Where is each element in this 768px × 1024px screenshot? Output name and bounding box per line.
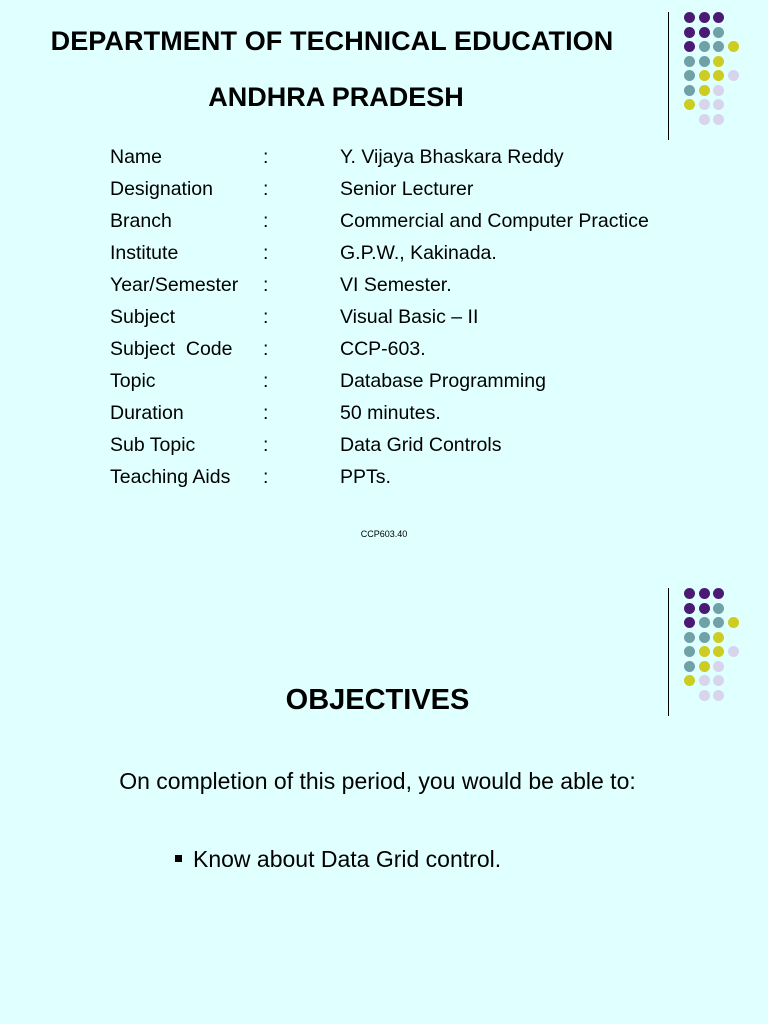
ornament-dot: [684, 632, 695, 643]
square-bullet-icon: [175, 855, 182, 862]
info-separator: :: [263, 306, 269, 328]
info-value: Commercial and Computer Practice: [340, 210, 649, 232]
ornament-dot: [699, 56, 710, 67]
info-value: VI Semester.: [340, 274, 452, 296]
ornament-dot: [699, 588, 710, 599]
info-value: Data Grid Controls: [340, 434, 502, 456]
info-label: Subject: [110, 306, 176, 328]
info-separator: :: [263, 242, 269, 264]
objective-bullet: [175, 846, 501, 873]
slide-objectives: [0, 576, 768, 1024]
info-separator: :: [263, 210, 269, 232]
state-title: ANDHRA PRADESH: [208, 82, 464, 112]
ornament-dot: [713, 588, 724, 599]
info-label: Sub Topic: [110, 434, 196, 456]
info-separator: :: [263, 178, 269, 200]
ornament-dot: [713, 85, 724, 96]
info-separator: :: [263, 466, 269, 488]
info-separator: :: [263, 146, 269, 168]
objective-text: Know about Data Grid control.: [193, 846, 502, 872]
ornament-dot: [684, 661, 695, 672]
ornament-dot: [713, 646, 724, 657]
info-label: Designation: [110, 178, 213, 200]
ornament-dot: [728, 41, 739, 52]
vertical-divider: [668, 12, 669, 140]
info-label: Year/Semester: [110, 274, 239, 296]
ornament-dot: [699, 70, 710, 81]
ornament-dot: [699, 99, 710, 110]
ornament-dot: [713, 99, 724, 110]
ornament-dot: [713, 41, 724, 52]
ornament-dot: [684, 603, 695, 614]
objectives-title: OBJECTIVES: [285, 684, 470, 716]
department-title: DEPARTMENT OF TECHNICAL EDUCATION: [50, 26, 614, 56]
ornament-dot: [699, 617, 710, 628]
ornament-dot: [684, 56, 695, 67]
ornament-dot: [728, 70, 739, 81]
info-label: Topic: [110, 370, 156, 392]
info-label: Branch: [110, 210, 172, 232]
info-separator: :: [263, 338, 269, 360]
info-label: Institute: [110, 242, 179, 264]
info-value: G.P.W., Kakinada.: [340, 242, 497, 264]
info-value: 50 minutes.: [340, 402, 441, 424]
ornament-dot: [684, 617, 695, 628]
info-value: Senior Lecturer: [340, 178, 474, 200]
info-label: Name: [110, 146, 163, 168]
ornament-dot: [684, 646, 695, 657]
objectives-intro: On completion of this period, you would be able to:: [119, 768, 636, 794]
ornament-dot: [684, 99, 695, 110]
ornament-dot: [699, 632, 710, 643]
ornament-dot: [713, 27, 724, 38]
info-separator: :: [263, 370, 269, 392]
info-separator: :: [263, 274, 269, 296]
ornament-dot: [728, 617, 739, 628]
ornament-dot: [699, 603, 710, 614]
ornament-dot: [699, 41, 710, 52]
ornament-dot: [713, 603, 724, 614]
ornament-dot: [713, 661, 724, 672]
ornament-dot: [684, 85, 695, 96]
info-value: CCP-603.: [340, 338, 426, 360]
ornament-dot: [684, 12, 695, 23]
ornament-dot: [699, 646, 710, 657]
ornament-dot: [684, 588, 695, 599]
info-label: Subject Code: [110, 338, 233, 360]
slide-code: CCP603.40: [360, 529, 408, 539]
info-label: Teaching Aids: [110, 466, 231, 488]
ornament-dot: [713, 12, 724, 23]
info-separator: :: [263, 402, 269, 424]
info-value: PPTs.: [340, 466, 391, 488]
ornament-dot: [713, 114, 724, 125]
ornament-dot: [684, 41, 695, 52]
ornament-dot: [713, 632, 724, 643]
info-label: Duration: [110, 402, 184, 424]
ornament-dot: [728, 646, 739, 657]
ornament-dot: [699, 661, 710, 672]
info-value: Y. Vijaya Bhaskara Reddy: [340, 146, 564, 168]
ornament-dot: [699, 85, 710, 96]
info-separator: :: [263, 434, 269, 456]
info-value: Database Programming: [340, 370, 546, 392]
info-value: Visual Basic – II: [340, 306, 479, 328]
ornament-dot: [684, 27, 695, 38]
ornament-dot: [713, 56, 724, 67]
ornament-dot: [713, 617, 724, 628]
ornament-dot: [699, 114, 710, 125]
ornament-dot: [684, 70, 695, 81]
ornament-dot: [699, 12, 710, 23]
ornament-dot: [713, 70, 724, 81]
ornament-dot: [699, 27, 710, 38]
